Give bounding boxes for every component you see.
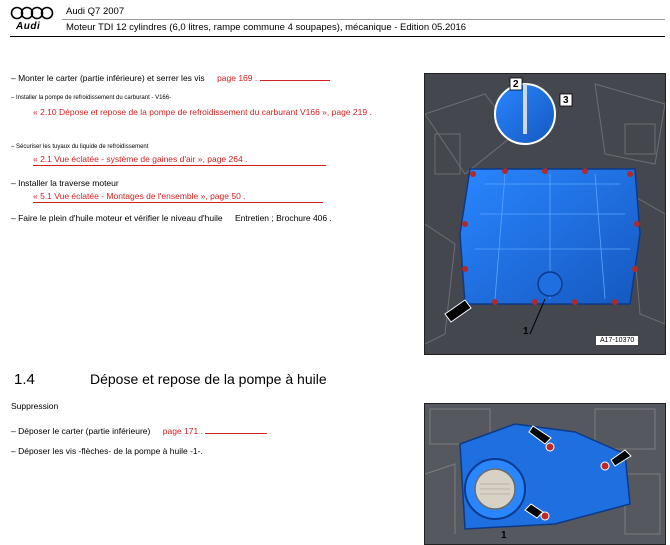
header-rule xyxy=(10,36,665,37)
step-remove-sump: – Déposer le carter (partie inférieure) page 171 . xyxy=(11,423,267,436)
link-page-169[interactable]: page 169 . xyxy=(217,73,258,83)
header-model: Audi Q7 2007 xyxy=(66,6,125,17)
link-assembly-mounts[interactable]: « 5.1 Vue éclatée - Montages de l'ensemble », page 50 . xyxy=(33,191,323,203)
step-fill-oil: – Faire le plein d'huile moteur et vérifier le niveau d'huile Entretien ; Brochure 406 . xyxy=(11,213,332,223)
pump-callout-1: 1 xyxy=(501,530,507,541)
step-secure-hoses: – Sécuriser les tuyaux du liquide de refroidissement xyxy=(11,144,149,150)
figure-oil-sump xyxy=(424,73,666,355)
step-mount-sump: – Monter le carter (partie inférieure) et serrer les vis page 169 . xyxy=(11,70,330,83)
link-v166-pump[interactable]: « 2.10 Dépose et repose de la pompe de refroidissement du carburant V166 », page 219 . xyxy=(33,107,372,117)
figure-id: A17-10370 xyxy=(595,335,639,346)
callout-1: 1 xyxy=(523,326,529,337)
step-install-pump: – Installer la pompe de refroidissement du carburant - V166- xyxy=(11,95,172,101)
brand-wordmark: Audi xyxy=(16,21,41,32)
callout-3: 3 xyxy=(563,95,569,106)
section-title: Dépose et repose de la pompe à huile xyxy=(90,371,327,387)
drain-plug xyxy=(538,272,562,296)
subhead-removal: Suppression xyxy=(11,401,59,411)
section-number: 1.4 xyxy=(14,371,35,388)
callout-2: 2 xyxy=(513,79,519,90)
link-air-ducts[interactable]: « 2.1 Vue éclatée - système de gaines d'air », page 264 . xyxy=(33,154,326,166)
link-page-171[interactable]: page 171 . xyxy=(162,426,203,436)
step-install-crossmember: – Installer la traverse moteur xyxy=(11,178,119,188)
header-divider xyxy=(62,19,665,20)
header-subtitle: Moteur TDI 12 cylindres (6,0 litres, rampe commune 4 soupapes), mécanique - Edition 05.2016 xyxy=(66,22,467,33)
audi-rings-logo xyxy=(10,6,60,20)
step-remove-pump-screws: – Déposer les vis -flèches- de la pompe à huile -1-. xyxy=(11,446,203,456)
maintenance-ref: Entretien ; Brochure 406 . xyxy=(235,213,332,223)
figure-oil-pump xyxy=(424,403,666,545)
